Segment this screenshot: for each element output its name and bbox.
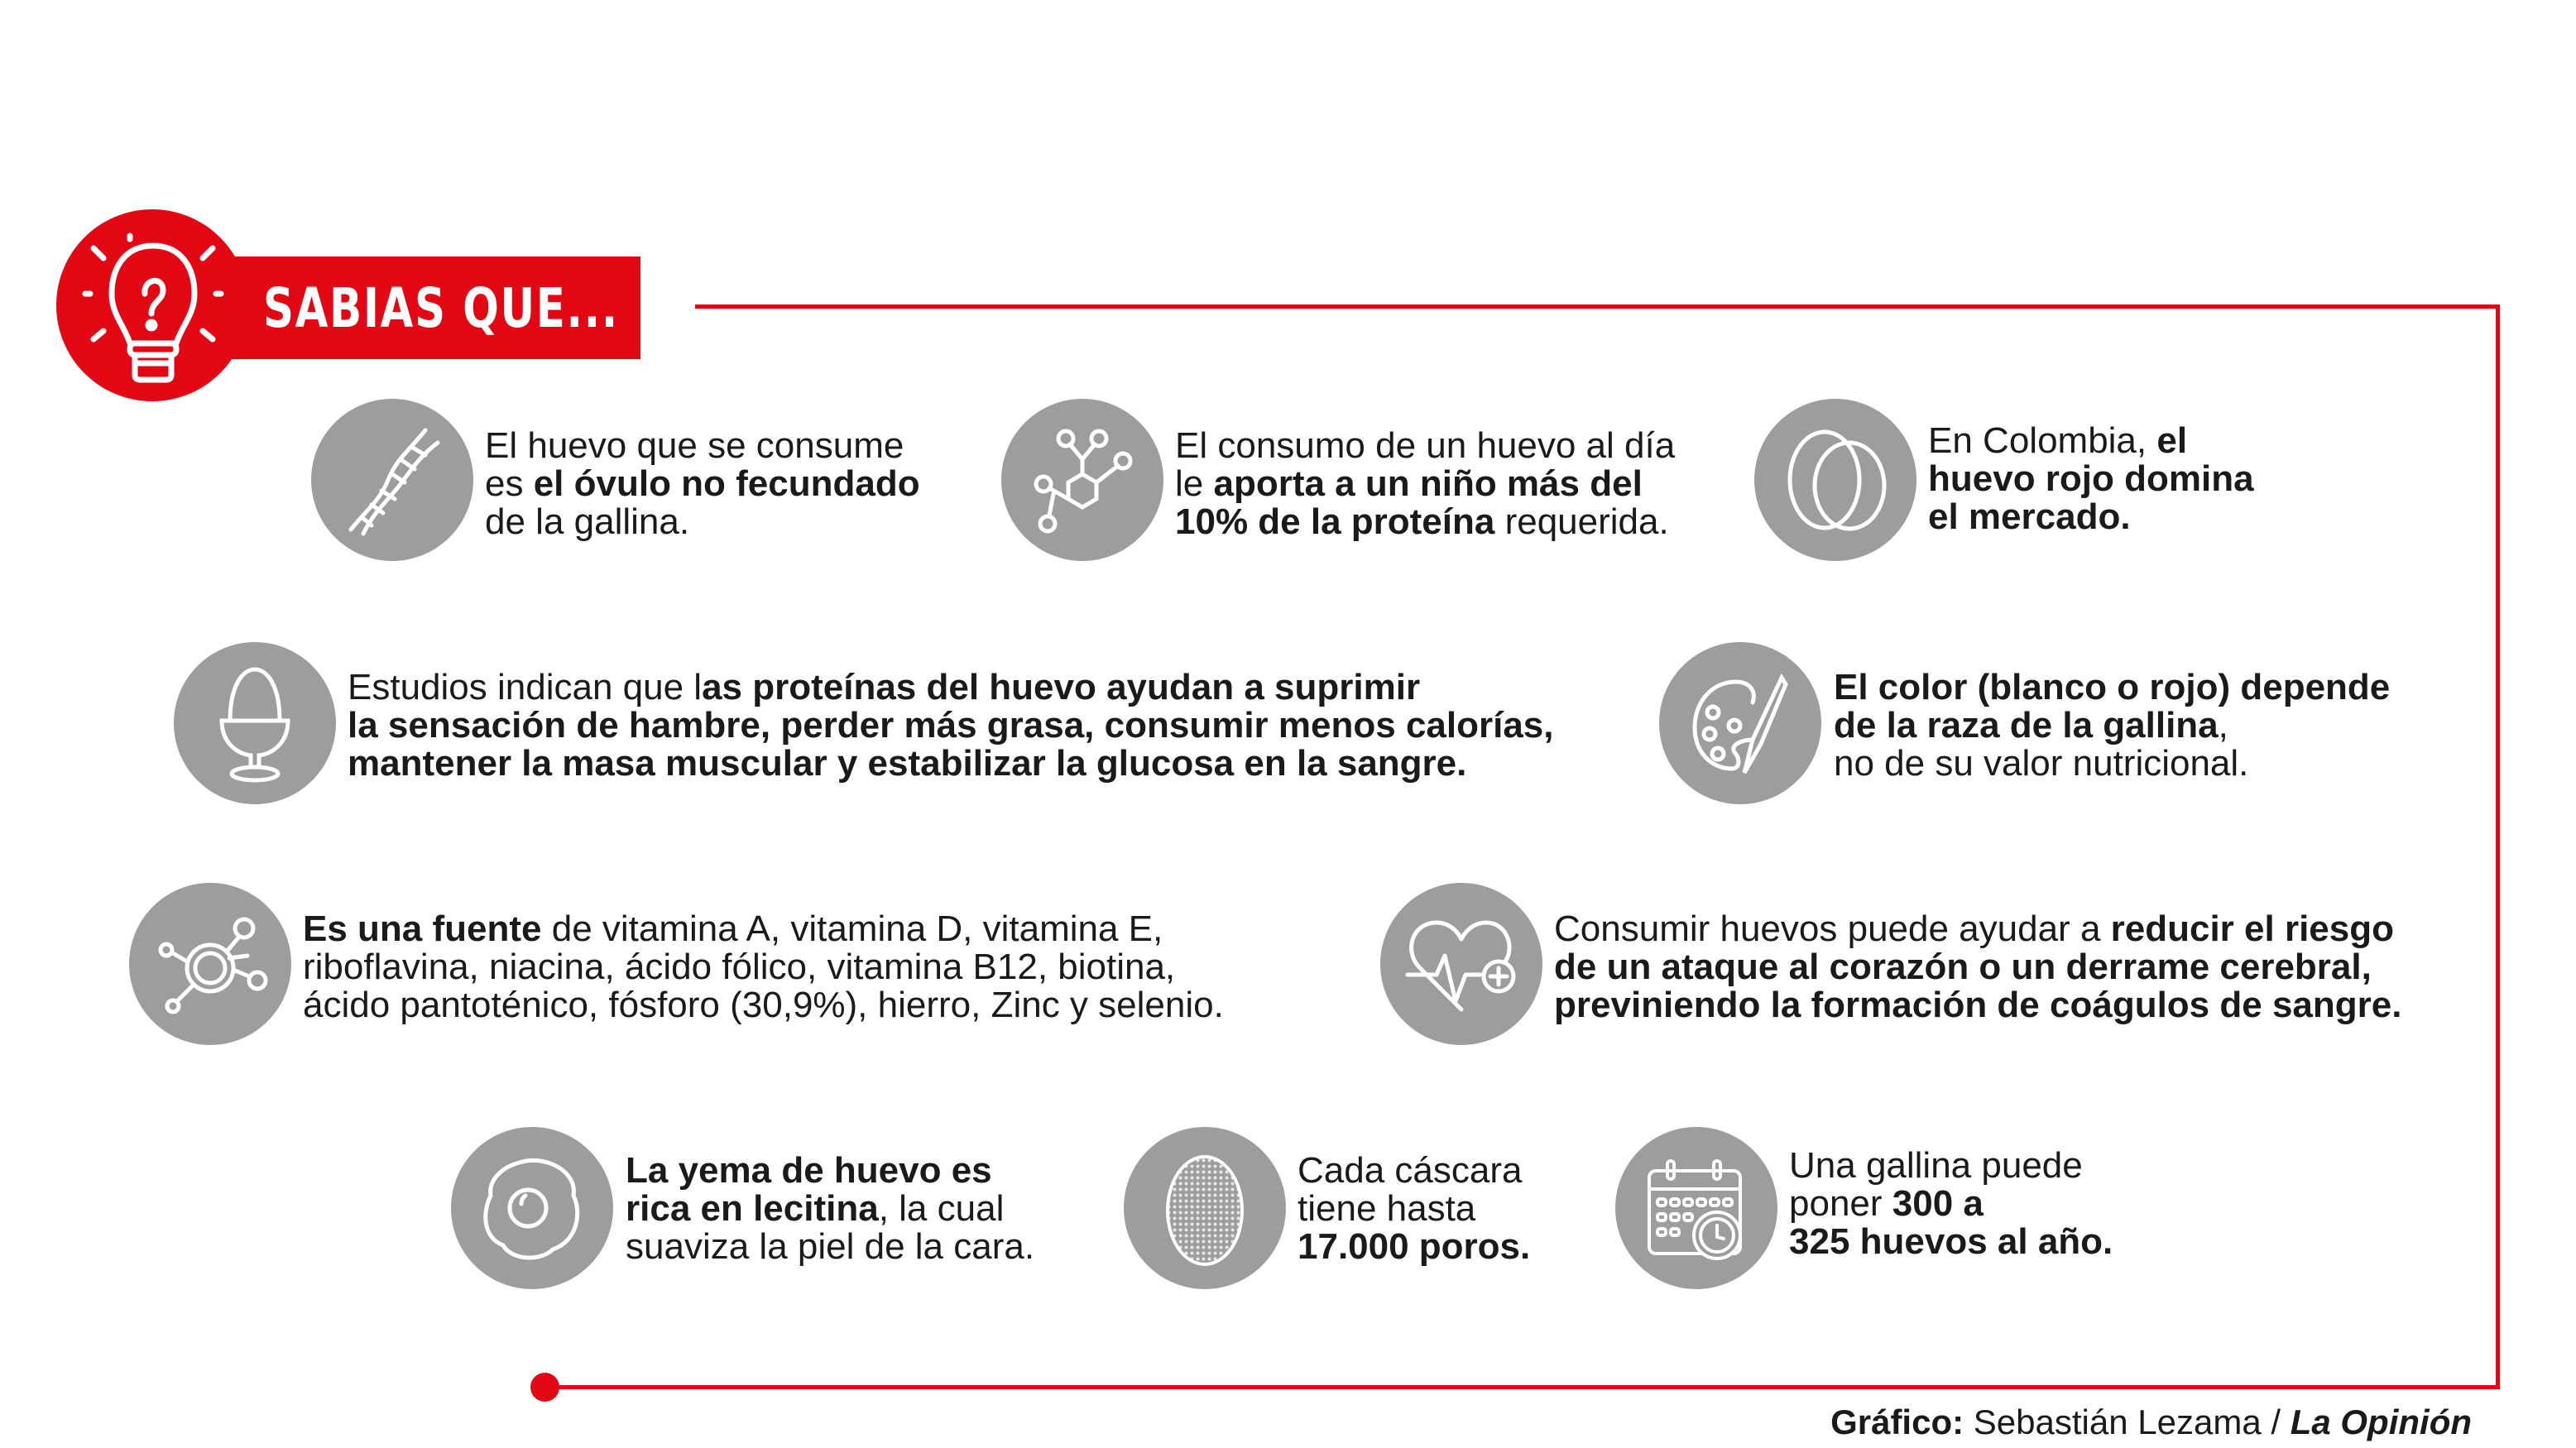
- credit-label: Gráfico:: [1830, 1402, 1964, 1441]
- fact-heart-risk: [1554, 910, 2401, 1024]
- lightbulb-question-icon: [79, 228, 228, 385]
- page-title: SABIAS QUE...: [263, 276, 619, 340]
- fact-text-segment: rica en lecitina: [626, 1188, 879, 1229]
- fact-text-segment: el: [2156, 420, 2188, 461]
- porous-eggshell-icon: [1143, 1146, 1267, 1270]
- fact-text-segment: La yema de huevo es: [626, 1150, 992, 1191]
- fact-egg-ovule: [485, 427, 920, 541]
- fact-text-segment: El color (blanco o rojo) depende: [1834, 667, 2391, 707]
- fact-text-segment: el óvulo no fecundado: [533, 463, 920, 504]
- fact-text-segment: poner: [1789, 1183, 1892, 1224]
- fact-text-segment: Una gallina puede: [1789, 1145, 2083, 1186]
- fact-text-segment: de un ataque al corazón o un derrame cerebral,: [1554, 947, 2372, 987]
- nutrient-network-icon: [148, 902, 272, 1026]
- fact-protein-benefits: [348, 669, 1554, 783]
- fact-hen-yearly-eggs: [1789, 1147, 2113, 1261]
- fact-text-segment: de vitamina A, vitamina D, vitamina E,: [541, 909, 1163, 949]
- fact-text-segment: ,: [2218, 705, 2228, 746]
- fact-text-segment: , la cual: [878, 1188, 1005, 1229]
- fact-text-segment: reducir el riesgo: [2110, 909, 2394, 949]
- two-eggs-icon-circle: [1754, 399, 1916, 561]
- fact-yolk-lecithin: [626, 1152, 1034, 1266]
- fact-text-segment: de la gallina.: [485, 501, 690, 542]
- nutrient-network-icon-circle: [129, 883, 291, 1045]
- fact-text-segment: Cada cáscara: [1298, 1150, 1523, 1191]
- fact-text-segment: Estudios indican que l: [348, 667, 703, 707]
- fact-text-segment: es: [485, 463, 534, 504]
- molecule-icon: [1020, 418, 1144, 542]
- fact-text-segment: tiene hasta: [1298, 1188, 1476, 1229]
- calendar-clock-icon: [1634, 1146, 1758, 1270]
- frame-top-line: [695, 304, 2499, 309]
- fact-text-segment: suaviza la piel de la cara.: [626, 1226, 1035, 1267]
- fact-text-segment: Es una fuente: [303, 909, 542, 949]
- fact-text-segment: no de su valor nutricional.: [1834, 743, 2249, 784]
- fact-text-segment: previniendo la formación de coágulos de sangre.: [1554, 985, 2402, 1025]
- fact-red-egg-market: [1928, 422, 2254, 536]
- egg-cup-icon: [193, 661, 317, 785]
- fact-text-segment: de la raza de la gallina: [1834, 705, 2219, 746]
- fact-text-segment: aporta a un niño más del: [1213, 463, 1643, 504]
- fact-shell-pores: [1298, 1152, 1530, 1266]
- fact-text-segment: 17.000 poros.: [1298, 1226, 1531, 1267]
- fact-text-segment: Consumir huevos puede ayudar a: [1554, 909, 2111, 949]
- credit-outlet: La Opinión: [2290, 1402, 2472, 1441]
- fact-text-segment: el mercado.: [1928, 496, 2131, 537]
- heart-pulse-plus-icon-circle: [1380, 883, 1542, 1045]
- calendar-clock-icon-circle: [1615, 1127, 1777, 1289]
- palette-brush-icon-circle: [1659, 642, 1821, 804]
- porous-eggshell-icon-circle: [1124, 1127, 1286, 1289]
- molecule-icon-circle: [1001, 399, 1163, 561]
- dna-icon: [330, 418, 454, 542]
- fact-text-segment: El consumo de un huevo al día: [1175, 425, 1676, 466]
- heart-pulse-plus-icon: [1399, 902, 1523, 1026]
- fact-text-segment: 325 huevos al año.: [1789, 1221, 2113, 1262]
- fact-text-segment: El huevo que se consume: [485, 425, 904, 466]
- fact-text-segment: ácido pantoténico, fósforo (30,9%), hierro, Zinc y selenio.: [303, 985, 1224, 1025]
- fact-text-segment: la sensación de hambre, perder más grasa, consumir menos calorías,: [348, 705, 1554, 746]
- fact-text-segment: 10% de la proteína: [1175, 501, 1495, 542]
- fact-text-segment: mantener la masa muscular y estabilizar la glucosa en la sangre.: [348, 743, 1467, 784]
- palette-brush-icon: [1678, 661, 1802, 785]
- frame-end-dot: [530, 1373, 559, 1402]
- fried-egg-icon: [470, 1146, 594, 1270]
- fact-text-segment: riboflavina, niacina, ácido fólico, vitamina B12, biotina,: [303, 947, 1176, 987]
- credit-author: Sebastián Lezama /: [1964, 1402, 2291, 1441]
- fact-text-segment: as proteínas del huevo ayudan a suprimir: [702, 667, 1421, 707]
- fact-text-segment: requerida.: [1494, 501, 1669, 542]
- frame-bottom-line: [544, 1385, 2500, 1389]
- credit-line: [1830, 1402, 2472, 1442]
- fact-text-segment: huevo rojo domina: [1928, 458, 2254, 499]
- fact-vitamins-source: [303, 910, 1224, 1024]
- fact-color-breed: [1834, 669, 2390, 783]
- fact-text-segment: le: [1175, 463, 1214, 504]
- fact-text-segment: 300 a: [1892, 1183, 1984, 1224]
- egg-cup-icon-circle: [174, 642, 336, 804]
- frame-right-line: [2496, 304, 2500, 1388]
- fact-text-segment: En Colombia,: [1928, 420, 2157, 461]
- fried-egg-icon-circle: [451, 1127, 613, 1289]
- fact-protein-children: [1175, 427, 1675, 541]
- dna-icon-circle: [311, 399, 473, 561]
- two-eggs-icon: [1773, 418, 1897, 542]
